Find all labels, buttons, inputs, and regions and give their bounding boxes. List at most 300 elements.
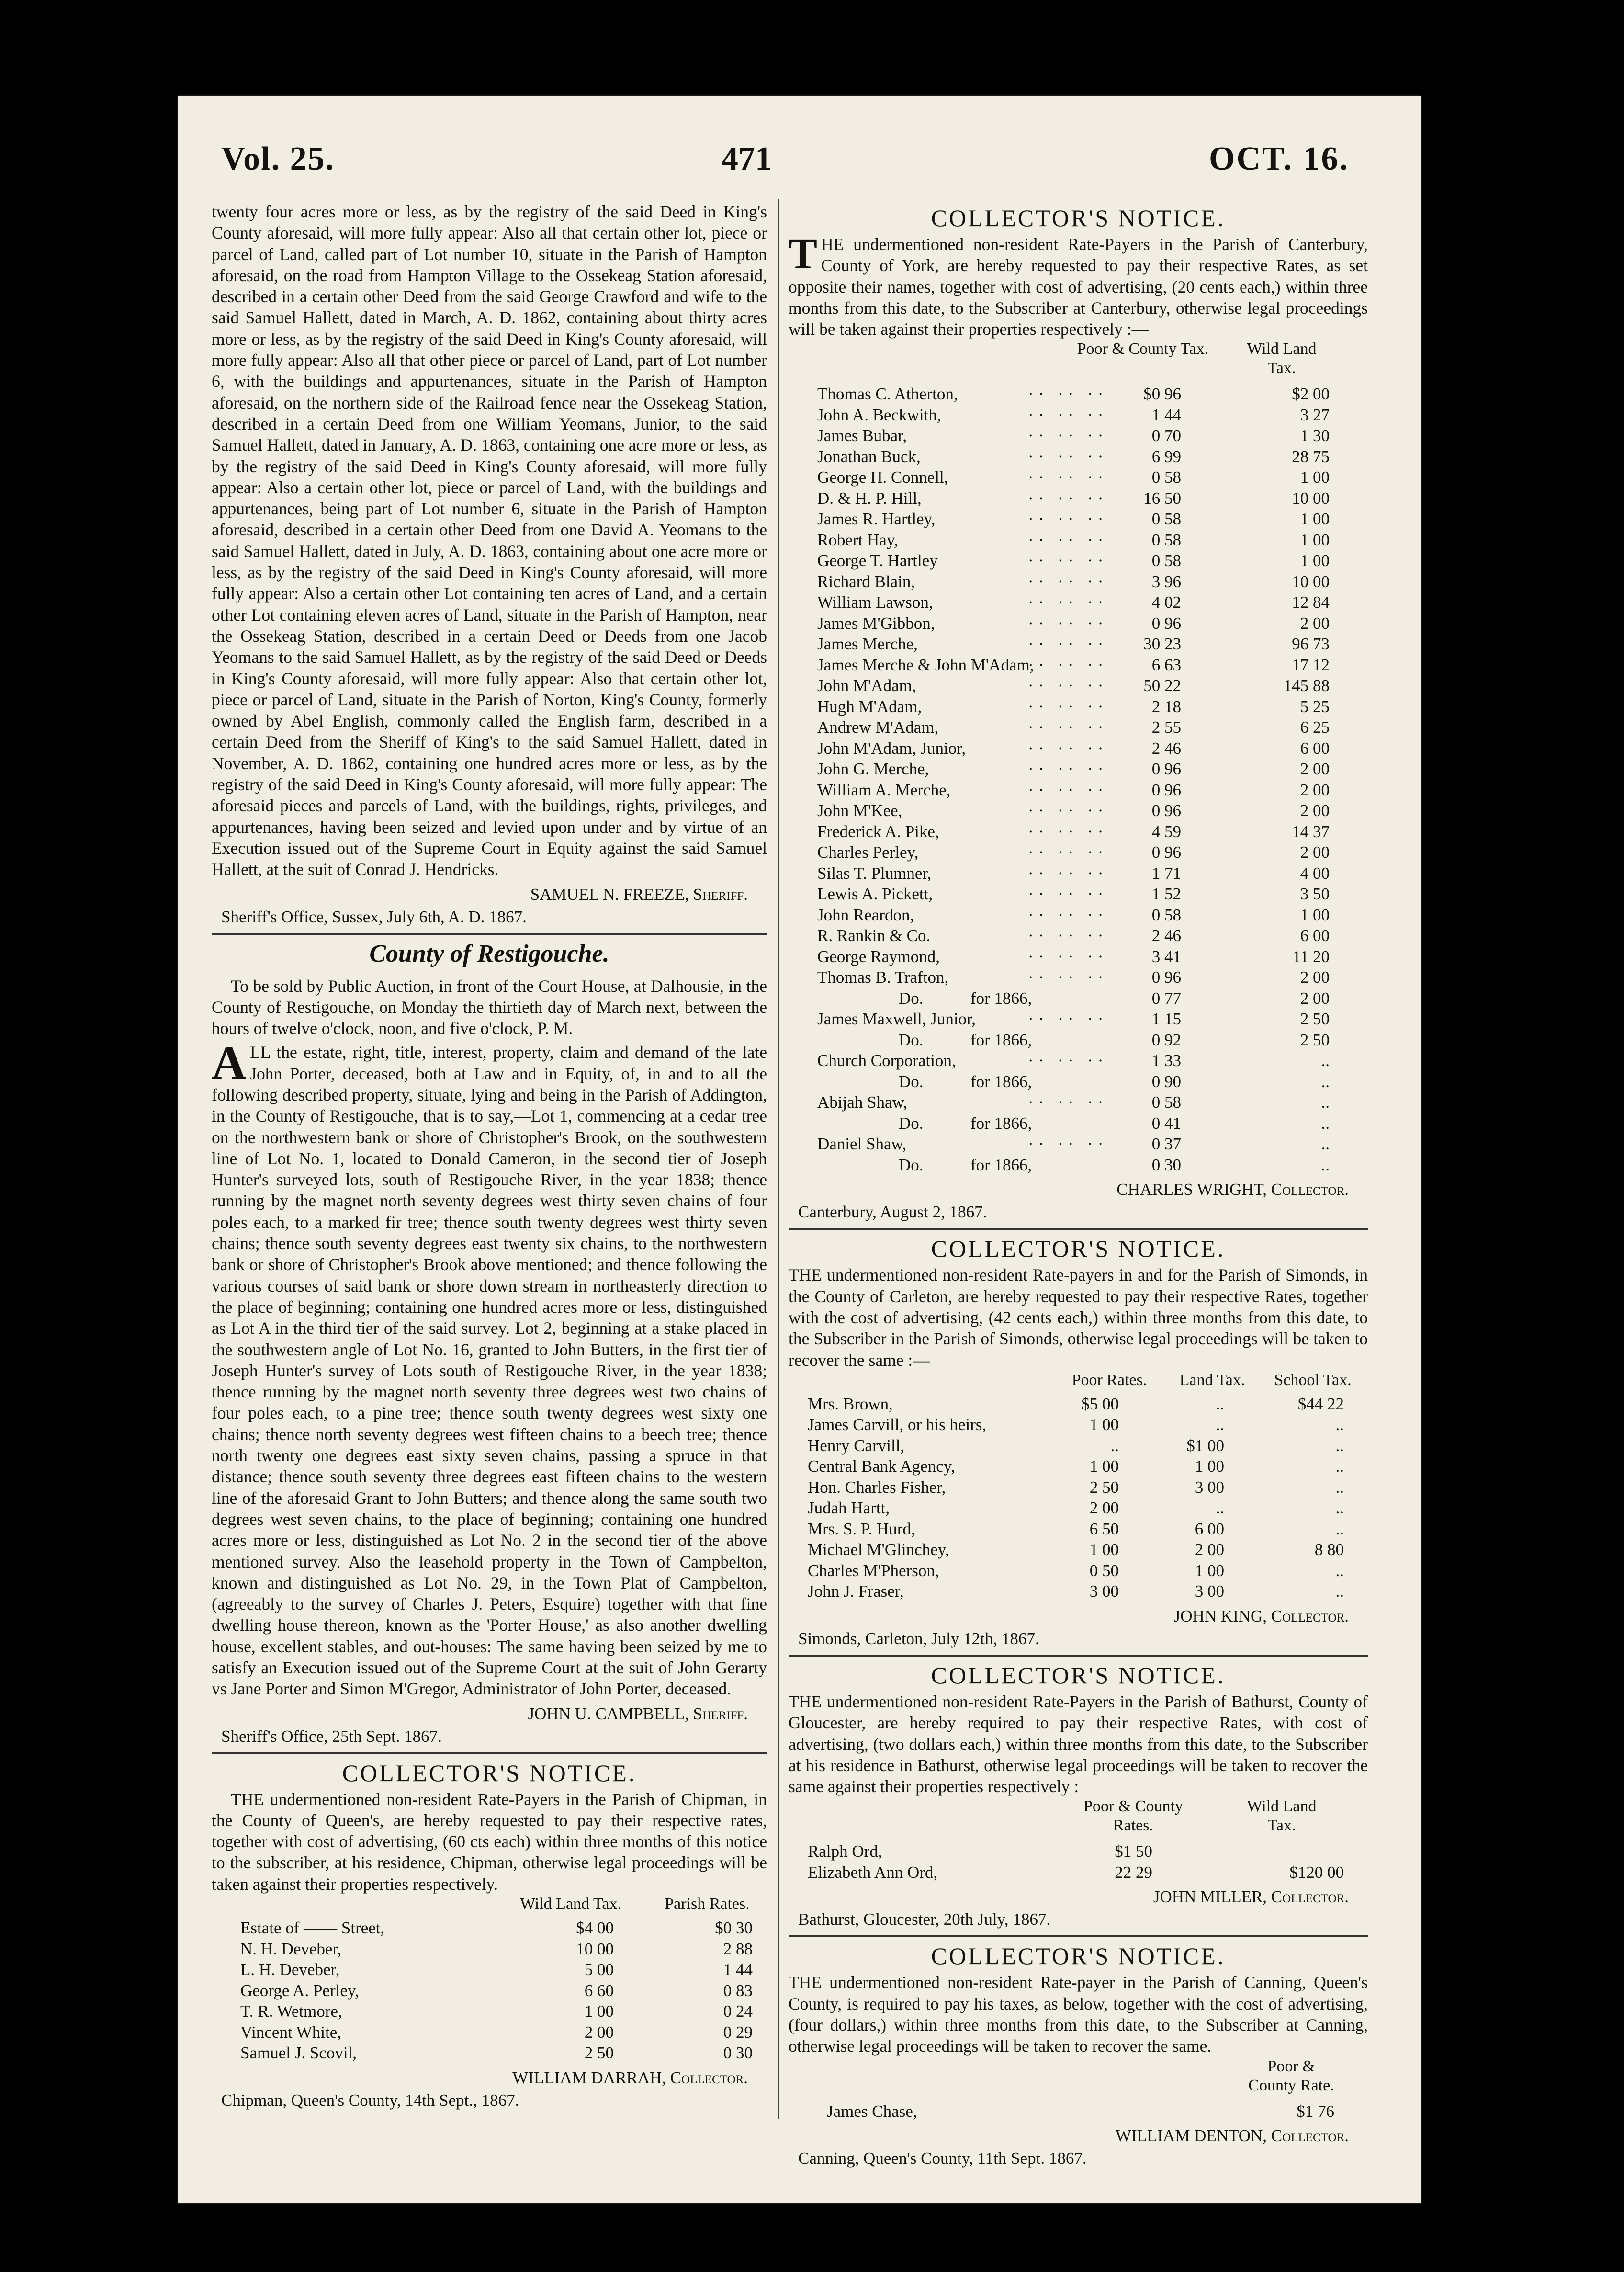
section-heading: County of Restigouche. [369,940,609,967]
leader-dots: ·· ·· ·· [1028,1135,1108,1154]
leader-dots: ·· ·· ·· [1028,947,1108,966]
cell-name: James Merche & John M'Adam, [817,655,1034,674]
place-date: Canning, Queen's County, 11th Sept. 1867. [798,2149,1087,2168]
place-date: Bathurst, Gloucester, 20th July, 1867. [798,1910,1051,1929]
cell-b: 17 12 [1292,655,1330,674]
cell-b: 0 29 [723,2022,753,2042]
notice-body: THE undermentioned non-resident Rate-Payers in the Parish of Bathurst, County of Gloucester, are hereby required to pay their respective Rates, with cost of advertising, (two dollars each,) within three months from this date, to the Subscriber at his residence in Bathurst, otherwise legal proceedings will be taken to recover the same against their properties respectively : [789,1692,1368,1796]
table-row [789,550,1368,571]
leader-dots: ·· ·· ·· [1028,655,1108,674]
cell-b: 1 44 [723,1960,753,1979]
col-header: School Tax. [1274,1371,1352,1389]
table-row [789,405,1368,426]
notice-body-text: LL the estate, right, title, interest, property, claim and demand of the late John Porter, deceased, both at Law and in Equity, of, in and to all the following described property, situate, lying and being in the Parish of Addington, in the County of Restigouche, that is to say,—Lot 1, commencing at a cedar tree on the northwestern bank or shore of Christopher's Brook, on the southwestern line of Lot No. 1, located to Donald Cameron, in the second tier of Joseph Hunter's surveyed lots, south of Restigouche River, in the year 1838; thence running by the magnet north seventy degrees west thirty seven chains of four poles each, to a marked fir tree; thence south twenty degrees west thirty seven chains; thence south seventy degrees east twenty six chains, to the northwestern bank or shore of Christopher's Brook above mentioned; and thence following the various courses of said bank or shore down stream in northeasterly direction to the place of beginning; containing one hundred acres more or less, distinguished as Lot A in the third tier of the said survey. Lot 2, beginning at a stake placed in the southwestern angle of Lot No. 16, granted to John Butters, in the first tier of Joseph Hunter's survey of Lots south of Restigouche River, in the year 1838; thence running by the magnet north seventy three degrees west two chains of four poles each, to a pine tree; thence south twenty degrees west sixty one chains; thence north seventy degrees west fifteen chains to a beech tree; thence north twenty one degrees east sixty seven chains, passing a spruce in that distance; thence south seventy three degrees east fifteen chains to the western line of the aforesaid Grant to John Butters; and thence along the same south two degrees west seven chains, to the place of beginning; containing one hundred acres more or less, distinguished as Lot No. 2 in the second tier of the above mentioned survey. Also the leasehold property in the Town of Campbelton, known and distinguished as Lot No. 29, in the Town Plat of Campbelton, (agreeably to the survey of Charles J. Peters, Esquire) together with that fine dwelling house thereon, known as the 'Porter House,' as also another dwelling house, excellent stables, and out-houses: The same having been seized by me to satisfy an Execution issued out of the Supreme Court at the suit of John Gerarty vs Jane Porter and Simon M'Gregor, Administrator of John Porter, deceased. [212,1043,767,1699]
cell-name: Frederick A. Pike, [817,822,939,841]
leader-dots: ·· ·· ·· [1028,968,1108,987]
cell-a: 2 18 [1151,697,1181,716]
bathurst-collector-notice [789,1661,1368,1931]
cell-c: .. [1335,1561,1344,1580]
cell-name: T. R. Wetmore, [240,2002,342,2021]
cell-a: 2 50 [1089,1477,1119,1497]
cell-name: John A. Beckwith, [817,405,941,424]
notice-body [212,1036,767,1699]
cell-c: .. [1335,1519,1344,1538]
cell-b: .. [1321,1135,1330,1154]
cell-c: .. [1335,1415,1344,1434]
notice-intro: To be sold by Public Auction, in front of the Court House, at Dalhousie, in the County of Restigouche, on Monday the thirtieth day of March next, between the hours of twelve o'clock, noon, and five o'clock, P. M. [212,976,767,1038]
table-row [789,1519,1368,1540]
table-row [789,530,1368,551]
table-row [789,946,1368,967]
rate-table [789,1394,1368,1602]
table-row [212,2001,767,2022]
leader-dots: ·· ·· ·· [1028,885,1108,904]
cell-a: $0 96 [1143,385,1181,404]
cell-a: 2 55 [1151,718,1181,737]
table-header [789,340,1368,384]
cell-name: N. H. Deveber, [240,1939,342,1958]
notice-body: THE undermentioned non-resident Rate-payer in the Parish of Canning, Queen's County, is required to pay his taxes, as below, together with the cost of advertising, (four dollars,) within three months from this date, to the Subscriber at Canning, otherwise legal proceedings will be taken to recover the same. [789,1973,1368,2056]
signature: WILLIAM DARRAH, Collector. [512,2068,748,2087]
cell-b: .. [1216,1394,1224,1413]
cell-name: George H. Connell, [817,468,948,487]
col-header: Wild Land Tax. [1247,1797,1317,1835]
table-row [789,1155,1368,1176]
cell-b: 4 00 [1300,863,1330,883]
cell-name: George A. Perley, [240,1981,359,2000]
cell-b: 28 75 [1292,447,1330,466]
leader-dots: ·· ·· ·· [1028,530,1108,549]
cell-a: 0 58 [1151,510,1181,529]
cell-name: James Maxwell, Junior, [817,1010,976,1029]
rule [789,1655,1368,1657]
table-header [789,1371,1368,1394]
cell-name: John M'Adam, [817,676,916,695]
cell-name: Do. [899,1030,924,1049]
cell-name: George T. Hartley [817,551,938,570]
leader-dots: ·· ·· ·· [1028,405,1108,424]
cell-name: L. H. Deveber, [240,1960,340,1979]
cell-a: 0 96 [1151,780,1181,799]
table-row [789,1477,1368,1498]
leader-dots: ·· ·· ·· [1028,385,1108,404]
cell-b: 6 00 [1300,926,1330,945]
col-header: Poor & County Rates. [1083,1797,1183,1835]
cell-name: Andrew M'Adam, [817,718,939,737]
cell-name: John Reardon, [817,905,914,924]
table-row [789,717,1368,738]
cell-a: 50 22 [1143,676,1181,695]
volume-number: Vol. 25. [221,140,335,177]
table-row [212,1918,767,1939]
table-row [789,488,1368,509]
notice-body: twenty four acres more or less, as by the registry of the said Deed in King's County aforesaid, will more fully appear: Also all that certain other lot, piece or parcel of Land, called part of Lot number 10, situate in the Parish of Hampton aforesaid, on the road from Hampton Village to the Ossekeag Station aforesaid, described in a certain other Deed from the said George Crawford and wife to the said Samuel Hallett, dated in March, A. D. 1862, containing about thirty acres more or less, as by the registry of the said Deed in King's County aforesaid, will more fully appear: Also all that other piece or parcel of Land, part of Lot number 6, with the buildings and appurtenances, situate in the Parish of Hampton aforesaid, on the northern side of the Railroad fence near the Ossekeag Station, described in a certain Deed from one William Yeomans, Junior, to the said Samuel Hallett, dated in January, A. D. 1863, containing one acre more or less, as by the registry of the said Deed in King's County aforesaid, will more fully appear: Also a certain other lot, piece or parcel of Land, with the buildings and appurtenances, being part of Lot number 6, situate in the Parish of Hampton aforesaid, described in a certain other Deed from one David A. Yeomans to the said Samuel Hallett, dated in July, A. D. 1863, containing about one acre more or less, as by the registry of the said Deed in King's County aforesaid, will more fully appear: Also a certain other Lot containing ten acres of Land, and a certain other Lot containing eleven acres of Land, situate in the Parish of Hampton, near the Ossekeag Station, described in a certain Deed or Deeds from one Jacob Yeomans to the said Samuel Hallett, as by the registry of the said Deed or Deeds in King's County aforesaid, will more fully appear: Also that certain other lot, piece or parcel of Land, situate in the Parish of Norton, King's County, formerly owned by Abel English, commonly called the English farm, described in a certain Deed from the Sheriff of King's to the said Samuel Hallett, dated in November, A. D. 1862, containing one hundred acres more or less, as by the registry of the said Deed in King's County aforesaid, will more fully appear: The aforesaid pieces and parcels of Land, with the buildings, rights, privileges, and appurtenances, having been seized and levied upon under and by virtue of an Execution issued out of the Supreme Court in Equity against the said Samuel Hallett, at the suit of Conrad J. Hendricks. [212,202,767,879]
cell-c: $44 22 [1297,1394,1344,1413]
col-header: Poor & County Rate. [1248,2057,1334,2094]
table-row [789,863,1368,884]
cell-b: $2 00 [1292,385,1330,404]
cell-b: 0 30 [723,2044,753,2063]
cell-name: Judah Hartt, [808,1499,890,1518]
table-row [789,821,1368,842]
table-row [789,675,1368,696]
table-row [789,967,1368,988]
cell-a: 0 58 [1151,551,1181,570]
table-row [789,1071,1368,1092]
cell-for: for 1866, [970,988,1032,1008]
cell-b: 3 00 [1195,1477,1224,1497]
table-row [789,696,1368,717]
cell-b: 1 30 [1300,426,1330,445]
cell-c: .. [1335,1436,1344,1455]
notice-body [789,230,1368,340]
cell-a: 1 33 [1151,1051,1181,1070]
cell-c: .. [1335,1457,1344,1476]
cell-name: Jonathan Buck, [817,447,921,466]
leader-dots: ·· ·· ·· [1028,593,1108,612]
place-date: Canterbury, August 2, 1867. [798,1203,987,1222]
leader-dots: ·· ·· ·· [1028,697,1108,716]
cell-b: 1 00 [1300,551,1330,570]
table-row [789,592,1368,613]
canterbury-collector-notice [789,204,1368,1223]
table-row [789,1581,1368,1602]
cell-a: 2 50 [584,2044,614,2063]
col-header: Wild Land Tax. [520,1895,621,1913]
table-row [212,1980,767,2001]
cell-b: 6 00 [1195,1519,1224,1538]
leader-dots: ·· ·· ·· [1028,843,1108,862]
cell-a: 0 37 [1151,1135,1181,1154]
table-row [789,1414,1368,1435]
cell-a: 6 99 [1151,447,1181,466]
table-row [789,842,1368,863]
leader-dots: ·· ·· ·· [1028,760,1108,779]
table-row [789,925,1368,946]
cell-a: 4 59 [1151,822,1181,841]
cell-a: 3 00 [1089,1582,1119,1601]
leader-dots: ·· ·· ·· [1028,426,1108,445]
notice-body: THE undermentioned non-resident Rate-payers in and for the Parish of Simonds, in the County of Carleton, are hereby requested to pay their respective Rates, together with the cost of advertising, (42 cents each,) within three months from this date, to the Subscriber in the Parish of Simonds, otherwise legal proceedings will be taken to recover the same :— [789,1265,1368,1370]
table-row [789,571,1368,592]
table-row [789,800,1368,821]
cell-name: William Lawson, [817,593,933,612]
table-row [789,384,1368,405]
cell-name: James Merche, [817,635,918,654]
cell-a: 1 00 [1089,1540,1119,1559]
cell-name: Abijah Shaw, [817,1093,908,1112]
cell-name: Henry Carvill, [808,1436,905,1455]
leader-dots: ·· ·· ·· [1028,801,1108,820]
table-row [789,780,1368,801]
col-header: Poor & County Tax. [1077,340,1209,358]
left-column [212,201,767,2112]
cell-name: Church Corporation, [817,1051,956,1070]
cell-b: 6 00 [1300,738,1330,758]
table-header [789,2057,1368,2101]
right-column [789,201,1368,2170]
cell-name: Lewis A. Pickett, [817,885,933,904]
chipman-collector-notice [212,1759,767,2112]
table-row [789,1134,1368,1155]
table-row [789,1435,1368,1456]
cell-name: Michael M'Glinchey, [808,1540,949,1559]
cell-name: William A. Merche, [817,780,951,799]
cell-name: Hon. Charles Fisher, [808,1477,946,1497]
cell-name: Samuel J. Scovil, [240,2044,357,2063]
cell-for: for 1866, [970,1030,1032,1049]
cell-b: 2 00 [1300,968,1330,987]
cell-a: 1 71 [1151,863,1181,883]
cell-b: 2 00 [1195,1540,1224,1559]
leader-dots: ·· ·· ·· [1028,718,1108,737]
cell-a: 0 58 [1151,468,1181,487]
cell-for: for 1866, [970,1072,1032,1091]
rate-table [789,1841,1368,1883]
rule [212,933,767,935]
cell-a: 1 00 [1089,1415,1119,1434]
cell-a: 0 41 [1151,1113,1181,1133]
signature: SAMUEL N. FREEZE, Sheriff. [530,885,748,904]
leader-dots: ·· ·· ·· [1028,822,1108,841]
cell-b: 5 25 [1300,697,1330,716]
cell-b: 145 88 [1283,676,1330,695]
cell-name: James Bubar, [817,426,907,445]
cell-c: 8 80 [1314,1540,1344,1559]
cell-a: 16 50 [1143,488,1181,508]
cell-a: 0 90 [1151,1072,1181,1091]
cell-b: 1 00 [1300,510,1330,529]
cell-a: 2 46 [1151,926,1181,945]
cell-name: Do. [899,988,924,1008]
cell-b: 1 00 [1300,530,1330,549]
leader-dots: ·· ·· ·· [1028,863,1108,883]
cell-name: Robert Hay, [817,530,898,549]
rate-table [789,384,1368,1175]
table-row [789,1456,1368,1477]
cell-a: 1 15 [1151,1010,1181,1029]
cell-a: 3 41 [1151,947,1181,966]
table-row [789,1030,1368,1051]
cell-a: 0 30 [1151,1155,1181,1174]
table-row [789,1498,1368,1519]
place-date: Simonds, Carleton, July 12th, 1867. [798,1629,1039,1648]
cell-name: John M'Adam, Junior, [817,738,966,758]
cell-b: $1 00 [1186,1436,1224,1455]
cell-a: 0 58 [1151,1093,1181,1112]
leader-dots: ·· ·· ·· [1028,1051,1108,1070]
table-row [212,2043,767,2064]
leader-dots: ·· ·· ·· [1028,551,1108,570]
cell-a: 0 96 [1151,843,1181,862]
cell-name: James Carvill, or his heirs, [808,1415,987,1434]
cell-a: 0 96 [1151,613,1181,633]
cell-a: 5 00 [584,1960,614,1979]
sheriff-notice-sussex [212,201,767,928]
cell-b: 11 20 [1292,947,1330,966]
issue-date: OCT. 16. [1209,140,1349,177]
cell-b: 0 83 [723,1981,753,2000]
notice-heading: COLLECTOR'S NOTICE. [931,204,1226,231]
simonds-collector-notice [789,1235,1368,1649]
cell-name: Elizabeth Ann Ord, [808,1863,938,1882]
page-number: 471 [722,140,772,177]
table-row [789,509,1368,530]
cell-a: 0 96 [1151,968,1181,987]
cell-a: 6 63 [1151,655,1181,674]
table-row [789,884,1368,905]
table-row [789,446,1368,467]
cell-b: 12 84 [1292,593,1330,612]
restigouche-notice [212,940,767,1748]
cell-name: Do. [899,1113,924,1133]
cell-b: 2 00 [1300,760,1330,779]
leader-dots: ·· ·· ·· [1028,676,1108,695]
cell-c: .. [1335,1582,1344,1601]
cell-name: Silas T. Plumner, [817,863,932,883]
cell-a: 2 00 [1089,1499,1119,1518]
cell-b: 6 25 [1300,718,1330,737]
cell-c: .. [1335,1477,1344,1497]
canning-collector-notice [789,1942,1368,2170]
cell-b: 2 50 [1300,1030,1330,1049]
cell-b: 3 00 [1195,1582,1224,1601]
cell-b: 10 00 [1292,572,1330,591]
col-header: Poor Rates. [1071,1371,1147,1389]
table-row [212,2022,767,2043]
cell-name: Ralph Ord, [808,1842,882,1861]
cell-name: James Chase, [827,2102,917,2121]
cell-a: 6 50 [1089,1519,1119,1538]
cell-b: .. [1216,1415,1224,1434]
cell-for: for 1866, [970,1155,1032,1174]
cell-a: 0 96 [1151,760,1181,779]
leader-dots: ·· ·· ·· [1028,613,1108,633]
notice-body-text: HE undermentioned non-resident Rate-Payers in the Parish of Canterbury, County of York, are hereby requested to pay their respective Rates, as set opposite their names, together with cost of advertising, (20 cents each,) within three months from this date, to the Subscriber at Canterbury, otherwise legal proceedings will be taken against their properties respectively :— [789,235,1368,339]
table-row [789,1394,1368,1415]
cell-c: .. [1335,1499,1344,1518]
cell-a: 22 29 [1115,1863,1152,1882]
table-row [789,1092,1368,1113]
cell-name: Do. [899,1155,924,1174]
notice-heading: COLLECTOR'S NOTICE. [931,1943,1226,1970]
table-row [789,634,1368,655]
cell-b: 2 88 [723,1939,753,1958]
page-header [221,140,1349,183]
cell-b: 2 50 [1300,1010,1330,1029]
cell-b: .. [1321,1051,1330,1070]
table-header [789,1797,1368,1841]
cell-for: for 1866, [970,1113,1032,1133]
rule [789,1228,1368,1230]
table-row [789,1113,1368,1134]
leader-dots: ·· ·· ·· [1028,926,1108,945]
cell-name: R. Rankin & Co. [817,926,931,945]
cell-name: Hugh M'Adam, [817,697,922,716]
table-row [789,613,1368,634]
cell-b: 10 00 [1292,488,1330,508]
cell-name: Thomas C. Atherton, [817,385,958,404]
leader-dots: ·· ·· ·· [1028,1010,1108,1029]
leader-dots: ·· ·· ·· [1028,1093,1108,1112]
signature: WILLIAM DENTON, Collector. [1115,2126,1349,2146]
cell-name: John J. Fraser, [808,1582,904,1601]
cell-b: 3 27 [1300,405,1330,424]
cell-b: .. [1321,1093,1330,1112]
cell-name: Central Bank Agency, [808,1457,955,1476]
rate-table [789,2101,1368,2122]
signature: CHARLES WRIGHT, Collector. [1116,1180,1349,1199]
table-row [789,1560,1368,1581]
leader-dots: ·· ·· ·· [1028,488,1108,508]
cell-b: 14 37 [1292,822,1330,841]
cell-name: Thomas B. Trafton, [817,968,949,987]
table-row [789,1050,1368,1071]
notice-heading: COLLECTOR'S NOTICE. [342,1759,637,1786]
cell-a: 2 46 [1151,738,1181,758]
leader-dots: ·· ·· ·· [1028,780,1108,799]
cell-a: $1 76 [1297,2102,1334,2121]
cell-a: 0 50 [1089,1561,1119,1580]
cell-b: 2 00 [1300,780,1330,799]
leader-dots: ·· ·· ·· [1028,510,1108,529]
cell-b: 2 00 [1300,988,1330,1008]
leader-dots: ·· ·· ·· [1028,738,1108,758]
table-row [789,1009,1368,1030]
table-row [789,759,1368,780]
cell-a: 10 00 [576,1939,614,1958]
cell-name: James M'Gibbon, [817,613,935,633]
signature: JOHN KING, Collector. [1173,1606,1349,1625]
cell-b: 2 00 [1300,801,1330,820]
rule [789,1935,1368,1937]
cell-b: .. [1321,1113,1330,1133]
cell-name: Daniel Shaw, [817,1135,907,1154]
cell-name: George Raymond, [817,947,940,966]
cell-a: 0 58 [1151,905,1181,924]
cell-b: .. [1321,1155,1330,1174]
table-row [789,655,1368,676]
signature: JOHN MILLER, Collector. [1153,1887,1349,1907]
rule [212,1752,767,1754]
cell-a: 1 00 [1089,1457,1119,1476]
cell-a: 0 96 [1151,801,1181,820]
cell-name: Mrs. S. P. Hurd, [808,1519,915,1538]
notice-heading: COLLECTOR'S NOTICE. [931,1661,1226,1689]
cell-name: Richard Blain, [817,572,915,591]
leader-dots: ·· ·· ·· [1028,905,1108,924]
table-row [789,905,1368,926]
cell-a: .. [1110,1436,1119,1455]
cell-a: 2 00 [584,2022,614,2042]
cell-a: $5 00 [1081,1394,1119,1413]
cell-b: $120 00 [1289,1863,1344,1882]
cell-a: 3 96 [1151,572,1181,591]
drop-cap: A [212,1036,247,1090]
cell-a: $1 50 [1115,1842,1152,1861]
table-header [212,1895,767,1918]
cell-a: 0 92 [1151,1030,1181,1049]
column-divider [778,199,779,2119]
cell-a: 0 58 [1151,530,1181,549]
signature: JOHN U. CAMPBELL, Sheriff. [528,1704,748,1723]
cell-a: 6 60 [584,1981,614,2000]
office-date: Sheriff's Office, Sussex, July 6th, A. D. 1867. [221,907,527,926]
cell-name: Do. [899,1072,924,1091]
table-row [789,988,1368,1009]
cell-b: 2 00 [1300,613,1330,633]
cell-b: .. [1321,1072,1330,1091]
